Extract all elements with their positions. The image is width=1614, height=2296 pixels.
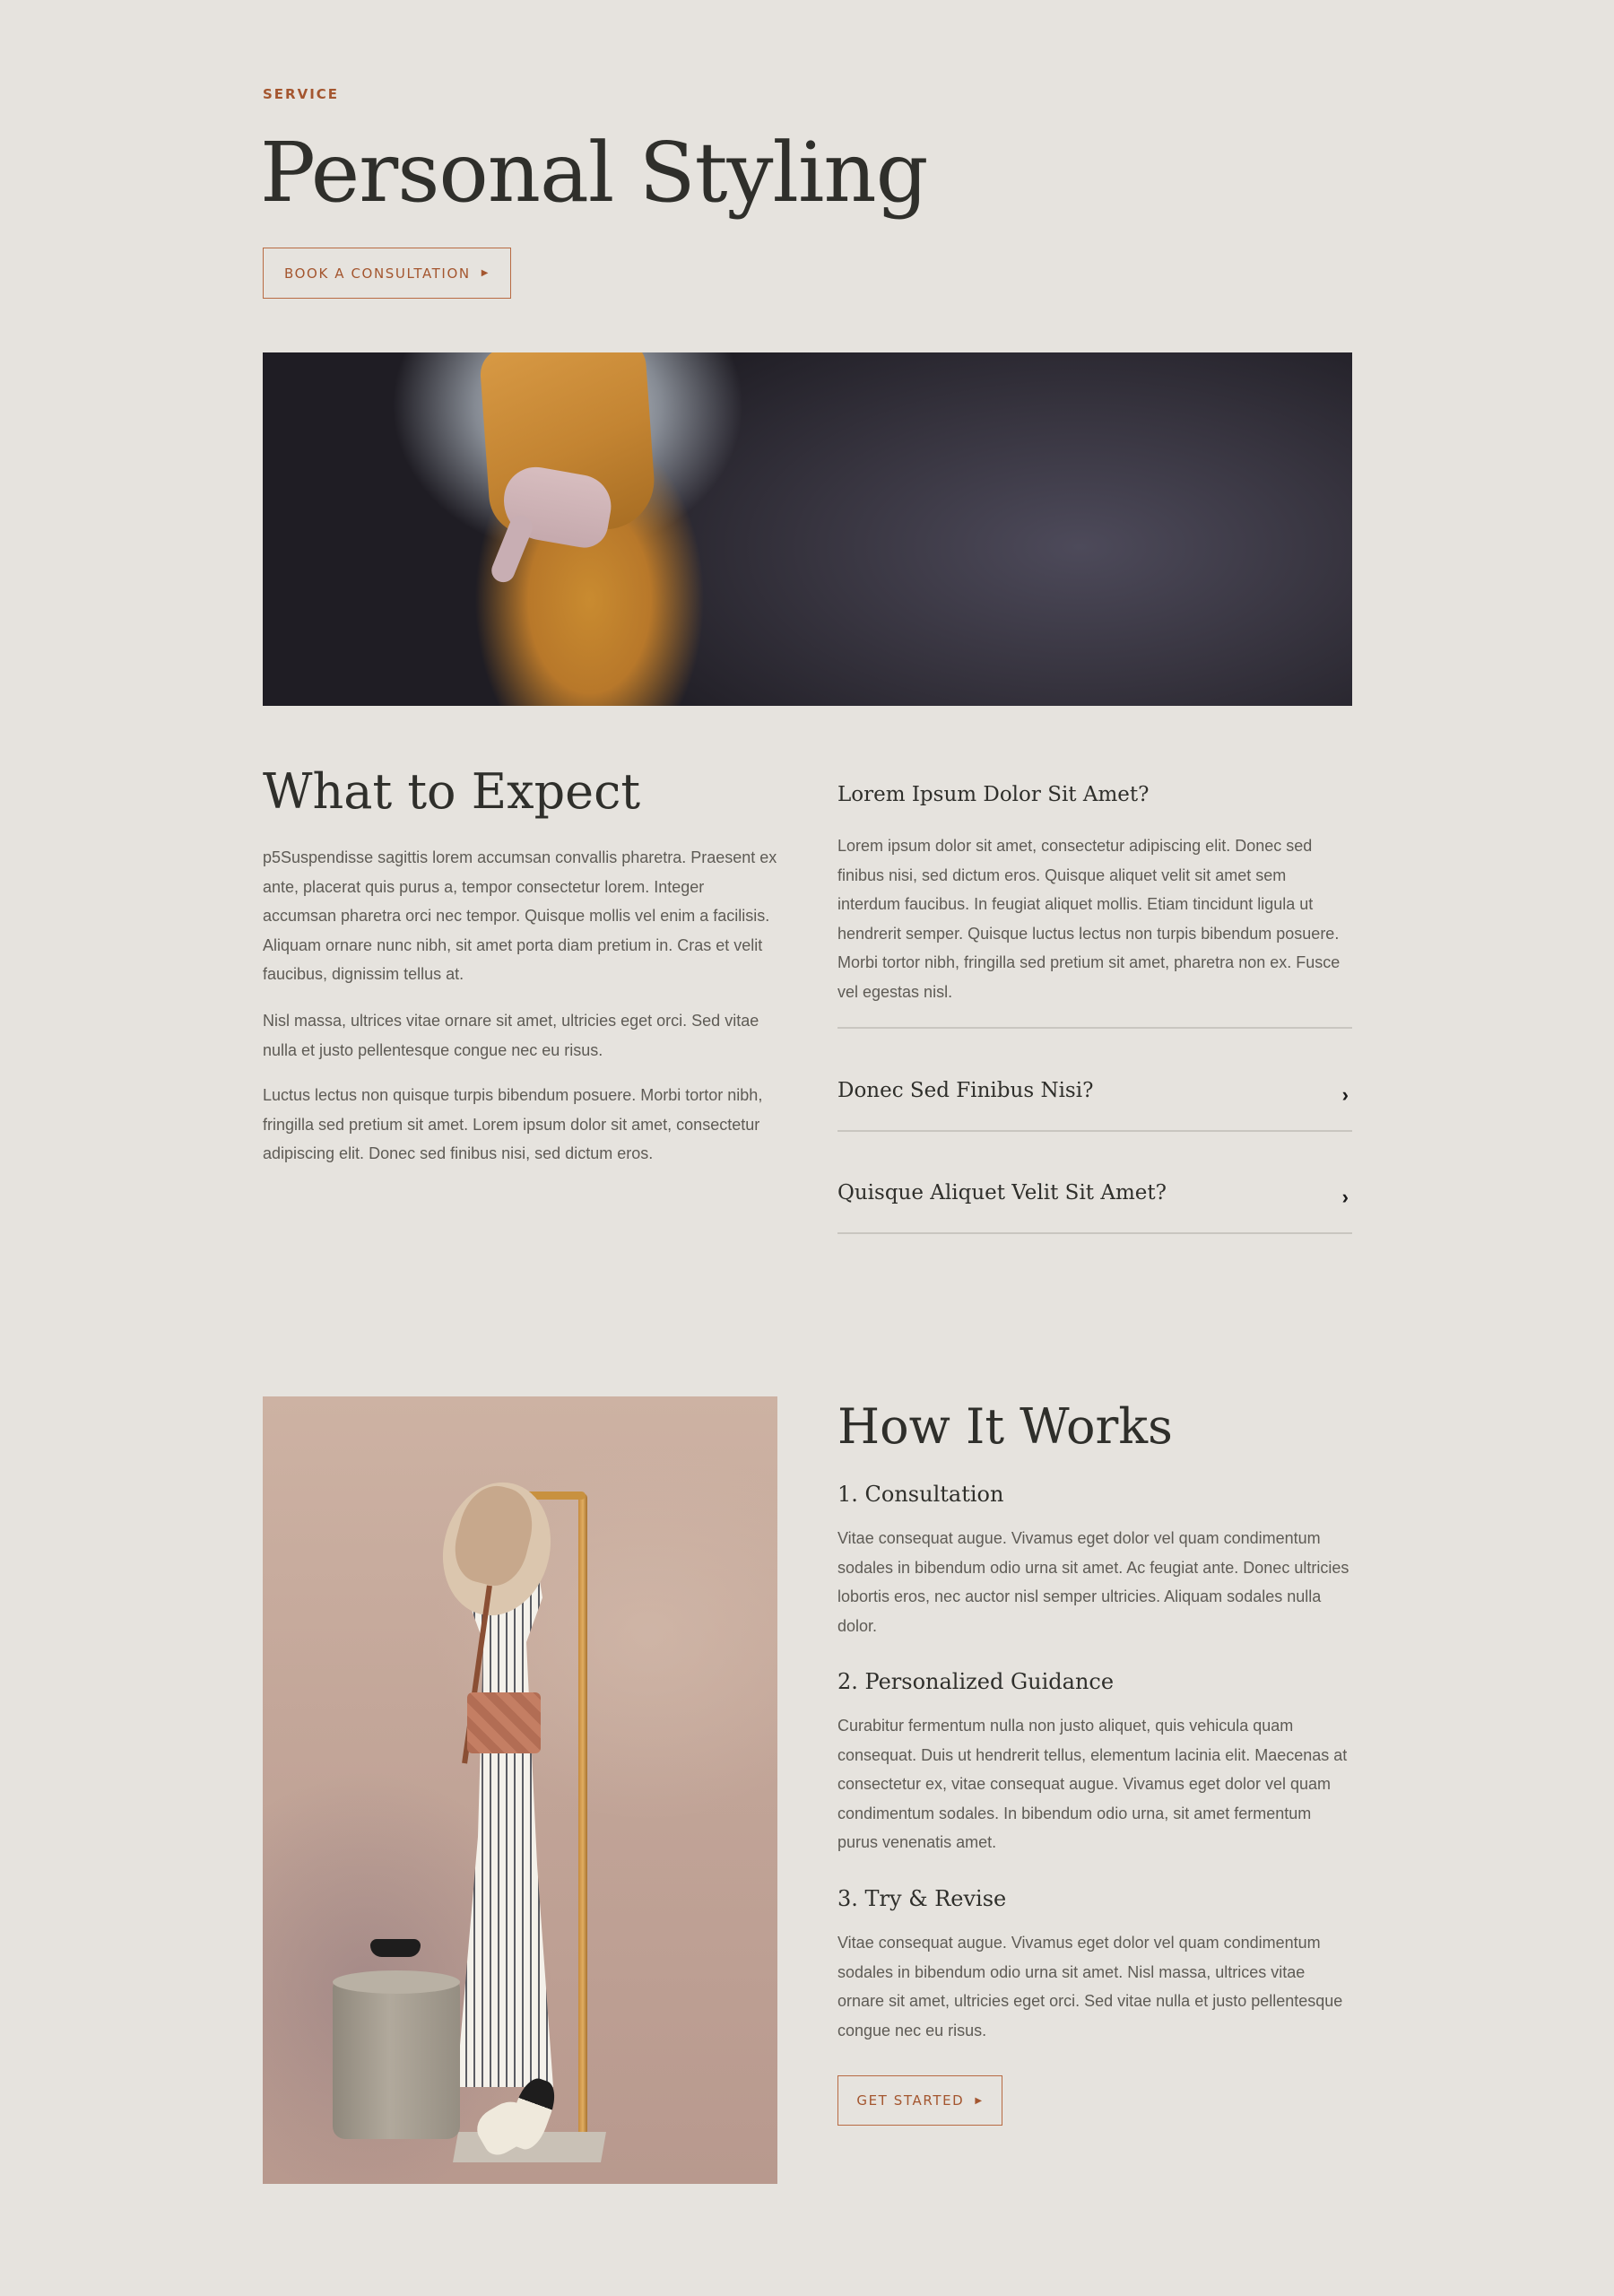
book-consultation-label: BOOK A CONSULTATION — [284, 265, 471, 282]
expect-paragraph-1: p5Suspendisse sagittis lorem accumsan convallis pharetra. Praesent ex ante, placerat quis purus a, tempor consectetur lorem. Integer accumsan pharetra orci nec tempor. Quisque mollis vel enim a facilisis. Aliquam ornare nunc nibh, sit amet porta diam pretium in. Cras et velit faucibus, dignissim tellus at. — [263, 848, 777, 983]
page-title: Personal Styling — [260, 125, 928, 221]
what-to-expect-title: What to Expect — [263, 763, 641, 820]
service-eyebrow: SERVICE — [263, 86, 340, 102]
expect-paragraph-2: Nisl massa, ultrices vitae ornare sit amet, ultricies eget orci. Sed vitae nulla et justo pellentesque congue nec eu risus. — [263, 1012, 759, 1059]
step-2-body: Curabitur fermentum nulla non justo aliquet, quis vehicula quam consequat. Duis ut hendrerit tellus, elementum lacinia elit. Maecenas at consectetur ex, vitae consequat augue. Vivamus eget dolor vel quam condimentum sodales. In bibendum odio urna, sit amet fermentum purus venenatis amet. — [837, 1717, 1348, 1851]
sunglasses — [370, 1939, 421, 1957]
chevron-right-icon: › — [1341, 1083, 1349, 1106]
step-1-body: Vitae consequat augue. Vivamus eget dolor vel quam condimentum sodales in bibendum odio urna sit amet. Ac feugiat ante. Donec ultricies lobortis eros, nec auctor nisl semper ultricies. Aliquam sodales nulla dolor. — [837, 1529, 1349, 1635]
faq-divider — [837, 1232, 1352, 1234]
expect-paragraph-3: Luctus lectus non quisque turpis bibendum posuere. Morbi tortor nibh, fringilla sed pretium sit amet. Lorem ipsum dolor sit amet, consectetur adipiscing elit. Donec sed finibus nisi, sed dictum eros. — [263, 1086, 763, 1162]
step-2-heading: 2. Personalized Guidance — [837, 1669, 1115, 1694]
faq-divider — [837, 1027, 1352, 1029]
faq-item-3[interactable] — [837, 1170, 1352, 1223]
faq-question-2: Donec Sed Finibus Nisi? — [837, 1079, 1094, 1102]
faq-question-1[interactable]: Lorem Ipsum Dolor Sit Amet? — [837, 783, 1150, 806]
get-started-label: GET STARTED — [856, 2092, 965, 2109]
rack-pole — [578, 1493, 587, 2135]
caret-right-icon: ▶ — [975, 2095, 984, 2106]
clothing-rack-photo — [263, 1396, 777, 2184]
stool-top — [333, 1970, 460, 1994]
caret-right-icon: ▶ — [481, 268, 490, 278]
stool — [333, 1979, 460, 2139]
faq-divider — [837, 1130, 1352, 1132]
woven-bag — [467, 1692, 541, 1753]
chevron-right-icon: › — [1341, 1186, 1349, 1208]
faq-item-2[interactable] — [837, 1067, 1352, 1121]
how-it-works-title: How It Works — [837, 1398, 1173, 1455]
step-3-heading: 3. Try & Revise — [837, 1886, 1007, 1911]
hero-photo — [263, 352, 1352, 706]
hero-finger — [488, 512, 535, 586]
faq-answer-1: Lorem ipsum dolor sit amet, consectetur adipiscing elit. Donec sed finibus nisi, sed dictum eros. Quisque aliquet velit sit amet sem interdum faucibus. In feugiat aliquet mollis. Etiam tincidunt ligula ut hendrerit semper. Quisque luctus lectus non turpis bibendum posuere. Morbi tortor nibh, fringilla sed pretium sit amet, pharetra non ex. Fusce vel egestas nisl. — [837, 837, 1341, 1001]
faq-question-3: Quisque Aliquet Velit Sit Amet? — [837, 1181, 1167, 1205]
striped-dress — [451, 1531, 559, 2087]
step-1-heading: 1. Consultation — [837, 1482, 1004, 1507]
book-consultation-button[interactable] — [263, 248, 511, 299]
step-3-body: Vitae consequat augue. Vivamus eget dolor vel quam condimentum sodales in bibendum odio urna sit amet. Nisl massa, ultrices vitae ornare sit amet, ultricies eget orci. Sed vitae nulla et justo pellentesque congue nec eu risus. — [837, 1934, 1343, 2039]
get-started-button[interactable] — [837, 2075, 1002, 2126]
